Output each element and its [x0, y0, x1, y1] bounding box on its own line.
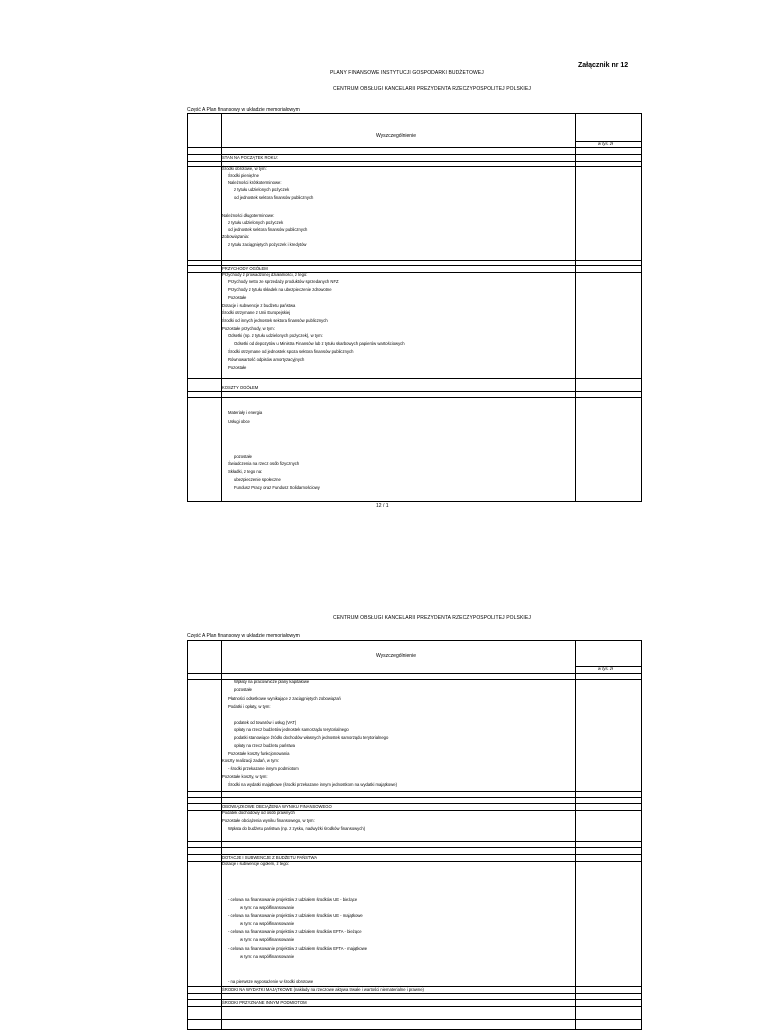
row-label: w tym: na współfinansowanie [240, 905, 295, 910]
section-heading: ŚRODKI NA WYDATKI MAJĄTKOWE (nakłady na rzeczowe aktywa trwałe i wartości niematerialne i prawne) [222, 987, 424, 992]
row-label: Środki od innych jednostek sektora finansów publicznych [222, 318, 328, 323]
row-label: opłaty na rzecz budżetu państwa [234, 743, 295, 748]
row-label: Zobowiązania: [222, 234, 250, 239]
row-label: - celowa na finansowanie projektów z udziałem środków UE - bieżące [228, 897, 358, 902]
row-label: Świadczenia na rzecz osób fizycznych [228, 461, 300, 466]
row-label: Podatek dochodowy od osób prawnych [222, 810, 295, 815]
document-page-2 [0, 560, 768, 1024]
row-label: Pozostałe [228, 365, 247, 370]
row-label: Środki na wydatki majątkowe (środki przekazane innym jednostkom na wydatki majątkowe) [228, 782, 397, 787]
row-label: Przychody netto ze sprzedaży produktów sprzedanych NFZ [228, 279, 339, 284]
column-header: Wyszczególnienie [376, 133, 416, 139]
row-label: od jednostek sektora finansów publicznych [228, 227, 308, 232]
row-label: - na pierwsze wyposażenie w środki obrotowe [228, 979, 314, 984]
row-label: od jednostek sektora finansów publicznych [234, 195, 314, 200]
row-label: - celowa na finansowanie projektów z udziałem środków EFTA - bieżące [228, 929, 362, 934]
row-label: - celowa na finansowanie projektów z udziałem środków EFTA - majątkowe [228, 946, 368, 951]
section-heading: DOTACJE I SUBWENCJE Z BUDŻETU PAŃSTWA [222, 855, 318, 860]
row-label: Wpłata do budżetu państwa (np. z zysku, nadwyżki środków finansowych) [228, 826, 366, 831]
row-label: Środki otrzymane z Unii Europejskiej [222, 310, 291, 315]
column-header: Wyszczególnienie [376, 653, 416, 659]
section-heading: KOSZTY OGÓŁEM [222, 385, 259, 390]
row-label: podatek od towarów i usług (VAT) [234, 720, 297, 725]
row-label: Usługi obce [228, 419, 250, 424]
row-label: Pozostałe koszty funkcjonowania [228, 751, 290, 756]
part-title: Część A Plan finansowy w układzie memoriałowym [187, 107, 300, 113]
section-heading: ŚRODKI PRZYZNANE INNYM PODMIOTOM [222, 1000, 307, 1005]
row-label: Środki otrzymane od jednostek spoza sektora finansów publicznych [228, 349, 354, 354]
section-heading: STAN NA POCZĄTEK ROKU: [222, 155, 278, 160]
annex-label: Załącznik nr 12 [578, 62, 629, 69]
row-label: Pozostałe obciążenia wyniku finansowego, w tym: [222, 818, 315, 823]
institution-name: CENTRUM OBSŁUGI KANCELARII PREZYDENTA RZECZYPOSPOLITEJ POLSKIEJ [333, 615, 531, 621]
row-label: w tym: na współfinansowanie [240, 937, 295, 942]
row-label: pozostałe [234, 687, 252, 692]
row-label: Dotacje i subwencje ogółem, z tego: [222, 861, 290, 866]
row-label: Środki obrotowe, w tym: [222, 166, 267, 171]
unit-label: w tys. zł [598, 666, 613, 671]
row-label: pozostałe [234, 454, 252, 459]
part-title: Część A Plan finansowy w układzie memoriałowym [187, 633, 300, 639]
document-title: PLANY FINANSOWE INSTYTUCJI GOSPODARKI BUDŻETOWEJ [330, 70, 484, 76]
row-label: w tym: na współfinansowanie [240, 921, 295, 926]
row-label: ubezpieczenie społeczne [234, 477, 281, 482]
row-label: - środki przekazane innym podmiotom [228, 766, 299, 771]
page-number: 12 / 1 [376, 503, 389, 509]
row-label: Płatności odsetkowe wynikające z zaciągniętych zobowiązań [228, 696, 341, 701]
row-label: z tytułu zaciągniętych pożyczek i kredytów [228, 242, 307, 247]
row-label: podatki stanowiące źródło dochodów własnych jednostek samorządu terytorialnego [234, 735, 389, 740]
financial-plan-table [187, 640, 642, 1030]
section-heading: PRZYCHODY OGÓŁEM [222, 266, 268, 271]
row-label: z tytułu udzielonych pożyczek [228, 220, 284, 225]
row-label: w tym: na współfinansowanie [240, 954, 295, 959]
financial-plan-table [187, 113, 642, 502]
row-label: Składki, z tego na: [228, 469, 263, 474]
row-label: Odsetki od depozytów u Ministra Finansów lub z tytułu skarbowych papierów wartościowych [234, 341, 405, 346]
row-label: Przychody z tytułu składek na ubezpieczenie zdrowotne [228, 287, 332, 292]
row-label: Fundusz Pracy oraz Fundusz Solidarnościowy [234, 485, 320, 490]
unit-label: w tys. zł [598, 141, 613, 146]
row-label: Środki pieniężne [228, 173, 259, 178]
row-label: Należności krótkoterminowe: [228, 180, 282, 185]
row-label: Przychody z prowadzonej działalności, z tego: [222, 272, 308, 277]
row-label: Materiały i energia [228, 410, 263, 415]
row-label: Pozostałe koszty, w tym: [222, 774, 268, 779]
institution-name: CENTRUM OBSŁUGI KANCELARII PREZYDENTA RZECZYPOSPOLITEJ POLSKIEJ [333, 86, 531, 92]
row-label: Należności długoterminowe: [222, 213, 275, 218]
row-label: z tytułu udzielonych pożyczek [234, 187, 290, 192]
row-label: Koszty realizacji zadań, w tym: [222, 758, 280, 763]
row-label: Pozostałe przychody, w tym: [222, 326, 275, 331]
row-label: Dotacje i subwencje z budżetu państwa [222, 303, 296, 308]
row-label: - celowa na finansowanie projektów z udziałem środków UE - majątkowe [228, 913, 363, 918]
row-label: Pozostałe [228, 295, 247, 300]
row-label: Odsetki (np. z tytułu udzielonych pożyczek), w tym: [228, 333, 323, 338]
row-label: Wpłaty na pracownicze plany kapitałowe [234, 679, 310, 684]
row-label: opłaty na rzecz budżetów jednostek samorządu terytorialnego [234, 727, 349, 732]
row-label: Podatki i opłaty, w tym: [228, 704, 271, 709]
row-label: Równowartość odpisów amortyzacyjnych [228, 357, 305, 362]
section-heading: OBOWIĄZKOWE OBCIĄŻENIA WYNIKU FINANSOWEGO [222, 804, 332, 809]
